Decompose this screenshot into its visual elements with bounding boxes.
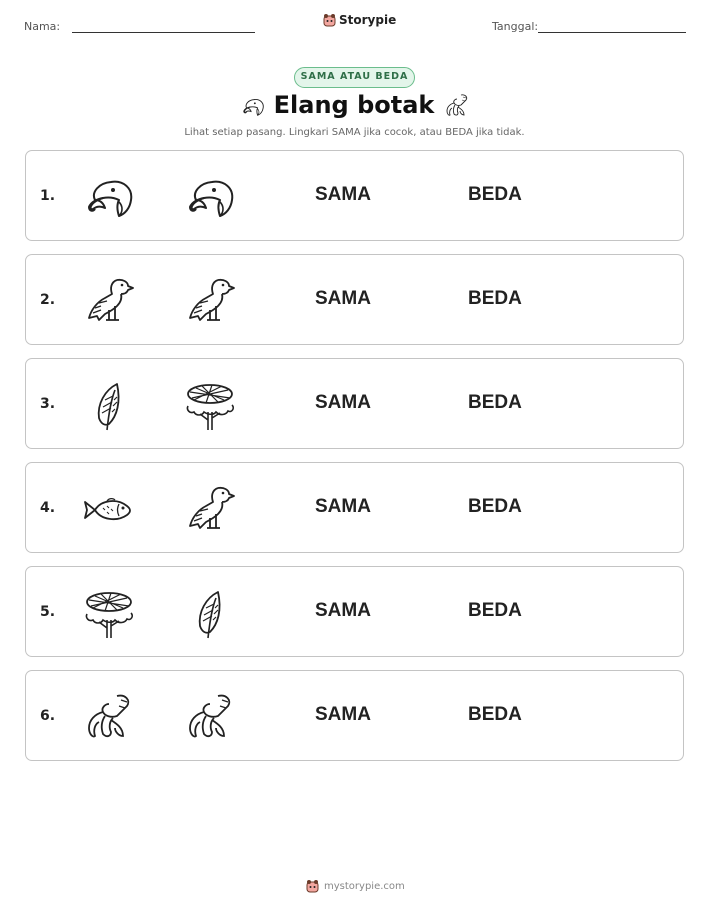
activity-badge: SAMA ATAU BEDA	[294, 67, 415, 88]
question-number: 1.	[40, 188, 56, 204]
same-option[interactable]: SAMA	[315, 184, 371, 205]
different-option[interactable]: BEDA	[468, 704, 522, 725]
brand-name: Storypie	[339, 13, 397, 27]
eagle-head-icon	[239, 95, 267, 119]
different-option[interactable]: BEDA	[468, 496, 522, 517]
same-option[interactable]: SAMA	[315, 288, 371, 309]
date-label: Tanggal:	[492, 20, 539, 33]
nest-icon	[81, 588, 137, 640]
nest-icon	[182, 380, 238, 432]
eagle-icon	[182, 484, 238, 536]
storypie-logo-icon	[323, 13, 336, 27]
talon-icon	[443, 93, 471, 119]
eagle-head-icon	[182, 172, 238, 224]
question-row	[25, 670, 684, 761]
question-number: 5.	[40, 604, 56, 620]
storypie-logo-icon	[306, 879, 319, 893]
different-option[interactable]: BEDA	[468, 392, 522, 413]
same-option[interactable]: SAMA	[315, 496, 371, 517]
talon-icon	[81, 692, 137, 744]
question-row	[25, 254, 684, 345]
question-number: 6.	[40, 708, 56, 724]
different-option[interactable]: BEDA	[468, 600, 522, 621]
different-option[interactable]: BEDA	[468, 184, 522, 205]
question-number: 2.	[40, 292, 56, 308]
eagle-icon	[182, 276, 238, 328]
page-title: Elang botak	[273, 91, 435, 119]
instructions: Lihat setiap pasang. Lingkari SAMA jika cocok, atau BEDA jika tidak.	[184, 127, 525, 138]
fish-icon	[81, 484, 137, 536]
footer-url: mystorypie.com	[324, 880, 405, 892]
feather-icon	[182, 588, 238, 640]
same-option[interactable]: SAMA	[315, 704, 371, 725]
name-field[interactable]	[72, 32, 255, 33]
name-label: Nama:	[24, 20, 61, 33]
feather-icon	[81, 380, 137, 432]
eagle-head-icon	[81, 172, 137, 224]
different-option[interactable]: BEDA	[468, 288, 522, 309]
question-row	[25, 358, 684, 449]
footer	[306, 879, 405, 893]
same-option[interactable]: SAMA	[315, 392, 371, 413]
question-number: 3.	[40, 396, 56, 412]
worksheet-header	[0, 0, 709, 50]
eagle-icon	[81, 276, 137, 328]
question-row	[25, 150, 684, 241]
question-row	[25, 566, 684, 657]
question-number: 4.	[40, 500, 56, 516]
talon-icon	[182, 692, 238, 744]
same-option[interactable]: SAMA	[315, 600, 371, 621]
brand-logo	[323, 13, 396, 27]
question-row	[25, 462, 684, 553]
date-field[interactable]	[538, 32, 686, 33]
